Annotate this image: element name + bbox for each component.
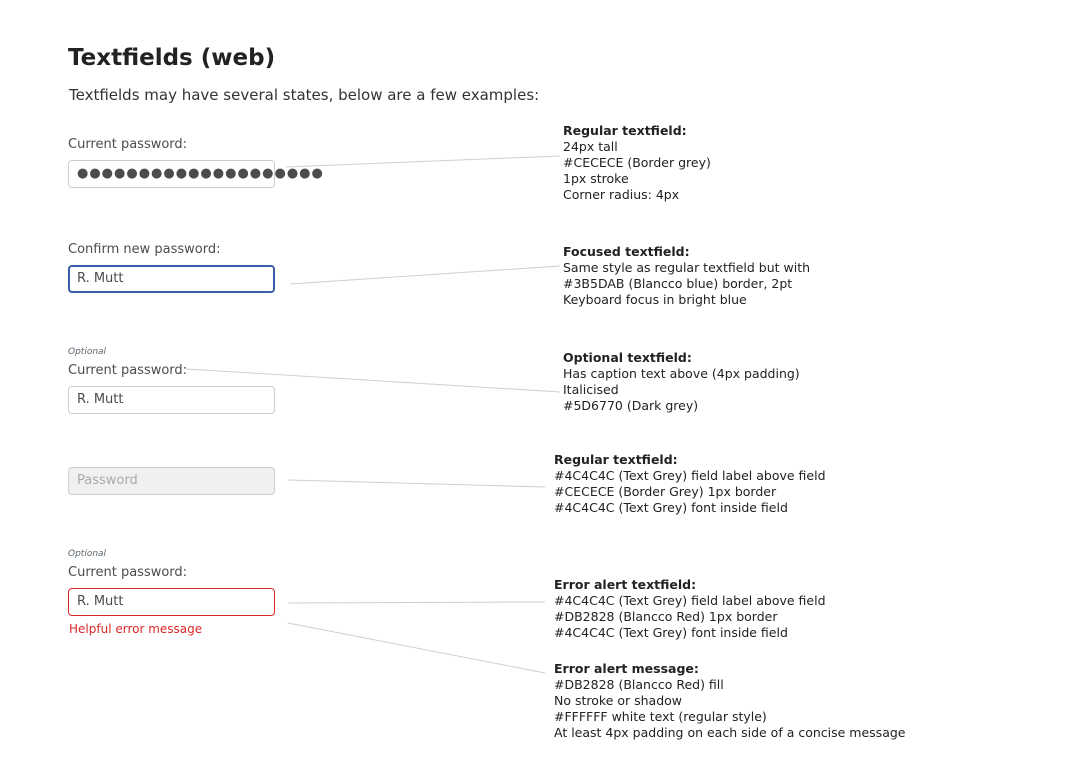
note-line: #FFFFFF white text (regular style) <box>554 709 767 724</box>
note-heading: Optional textfield: <box>563 350 692 365</box>
optional-password-label: Current password: <box>68 363 188 378</box>
error-password-label: Current password: <box>68 565 188 580</box>
note-focused <box>563 244 810 308</box>
connector-line <box>290 266 560 284</box>
note-error-message <box>554 661 905 741</box>
connector-line <box>186 369 560 392</box>
note-line: Has caption text above (4px padding) <box>563 366 800 381</box>
note-line: Keyboard focus in bright blue <box>563 292 747 307</box>
note-line: #DB2828 (Blancco Red) fill <box>554 677 724 692</box>
intro-text: Textfields may have several states, below are a few examples: <box>69 86 540 104</box>
note-line: 24px tall <box>563 139 618 154</box>
connector-line <box>288 480 545 487</box>
note-line: Italicised <box>563 382 619 397</box>
note-line: #3B5DAB (Blancco blue) border, 2pt <box>563 276 793 291</box>
note-line: #4C4C4C (Text Grey) font inside field <box>554 625 788 640</box>
note-heading: Regular textfield: <box>554 452 678 467</box>
note-line: Same style as regular textfield but with <box>563 260 811 275</box>
note-line: #4C4C4C (Text Grey) field label above field <box>554 468 826 483</box>
note-line: #4C4C4C (Text Grey) field label above field <box>554 593 826 608</box>
note-line: No stroke or shadow <box>554 693 683 708</box>
note-line: #CECECE (Border Grey) 1px border <box>554 484 777 499</box>
note-regular-2 <box>554 452 826 516</box>
password-field-placeholder[interactable]: Password <box>68 467 275 495</box>
note-line: #5D6770 (Dark grey) <box>563 398 699 413</box>
connector-line <box>288 623 545 673</box>
error-optional-caption: Optional <box>68 549 107 559</box>
current-password-field[interactable]: ●●●●●●●●●●●●●●●●●●●● <box>68 160 275 188</box>
note-line: #DB2828 (Blancco Red) 1px border <box>554 609 778 624</box>
page-title: Textfields (web) <box>68 45 276 71</box>
confirm-new-password-label: Confirm new password: <box>68 242 221 257</box>
current-password-label: Current password: <box>68 137 188 152</box>
note-error-field <box>554 577 826 641</box>
optional-caption: Optional <box>68 347 107 357</box>
note-line: At least 4px padding on each side of a concise message <box>554 725 906 740</box>
note-heading: Focused textfield: <box>563 244 690 259</box>
note-heading: Error alert textfield: <box>554 577 697 592</box>
note-line: 1px stroke <box>563 171 629 186</box>
note-regular <box>563 123 711 203</box>
note-heading: Error alert message: <box>554 661 699 676</box>
error-message: Helpful error message <box>69 622 203 636</box>
note-line: Corner radius: 4px <box>563 187 680 202</box>
connector-line <box>286 156 560 167</box>
note-line: #4C4C4C (Text Grey) font inside field <box>554 500 788 515</box>
note-optional <box>563 350 800 414</box>
confirm-new-password-field[interactable]: R. Mutt <box>68 265 275 293</box>
error-password-field[interactable]: R. Mutt <box>68 588 275 616</box>
connector-line <box>288 602 545 603</box>
optional-password-field[interactable]: R. Mutt <box>68 386 275 414</box>
note-heading: Regular textfield: <box>563 123 687 138</box>
note-line: #CECECE (Border grey) <box>563 155 711 170</box>
